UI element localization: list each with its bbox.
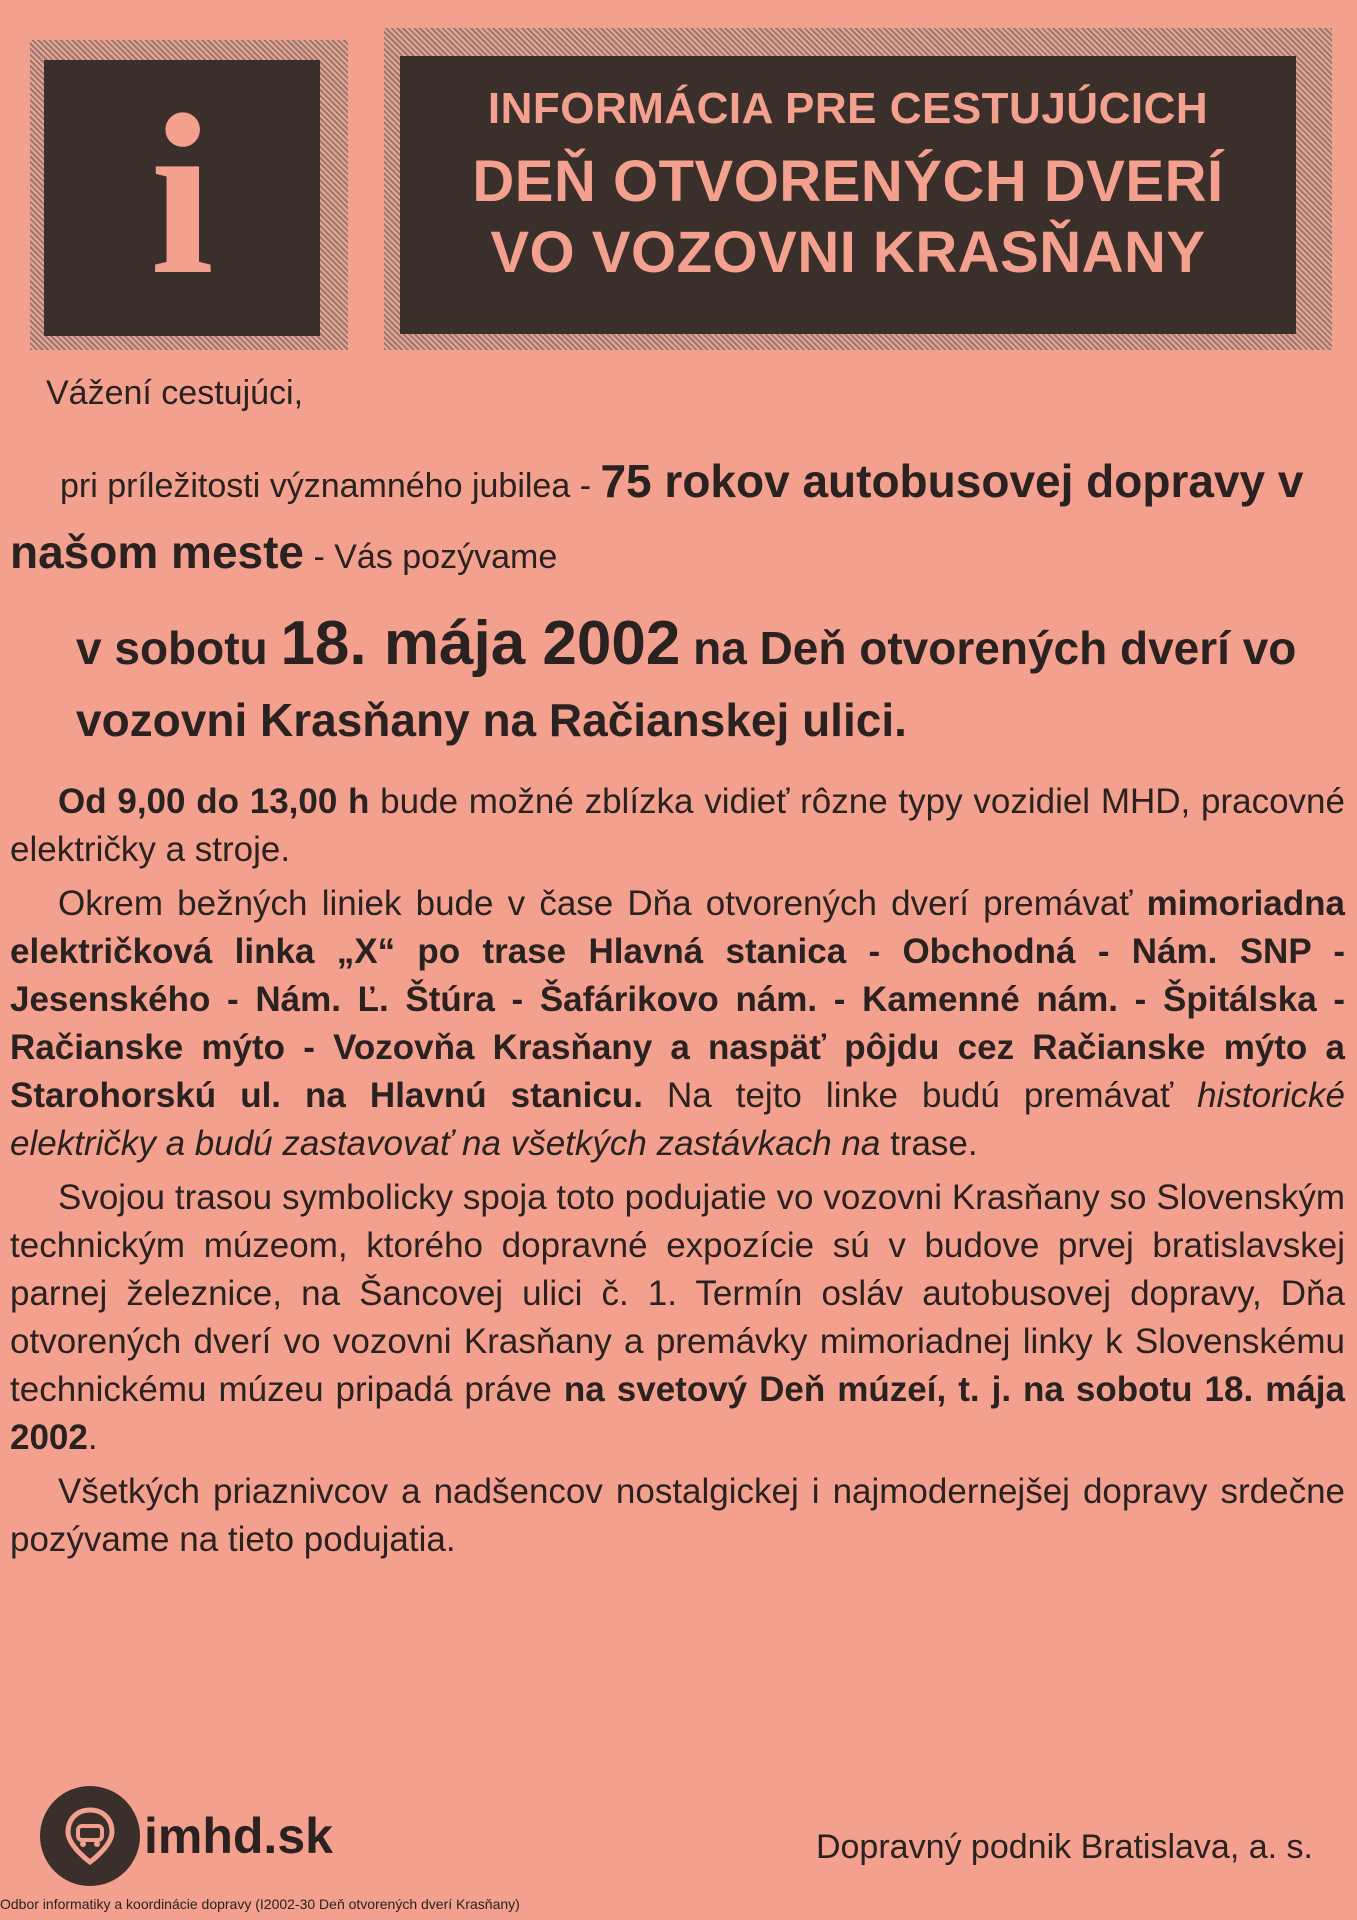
signature: Dopravný podnik Bratislava, a. s. [815,1828,1313,1866]
route-italic: historické električky a budú zastavovať na všetkých zastávkach na [10,1076,1345,1163]
date-part2: na Deň otvorených dverí vo vozovni Krasňany na Račianskej ulici. [76,622,1297,746]
route-part2: Na tejto linke budú premávať [642,1076,1198,1115]
paragraph-invite: Všetkých priaznivcov a nadšencov nostalgickej i najmodernejšej dopravy srdečne pozývame na tieto podujatia. [10,1472,1345,1559]
imhd-logo [40,1786,333,1886]
title-box [400,56,1296,334]
tram-icon [40,1786,140,1886]
paragraph-hours [10,778,1345,874]
paragraph-route [10,880,1345,1168]
info-icon: i [150,67,214,322]
info-box [44,60,320,336]
museum-text: Svojou trasou symbolicky spoja toto podujatie vo vozovni Krasňany so Slovenským technickým múzeom, ktorého dopravné expozície sú v budove prvej bratislavskej parnej železnice, na Šancovej ulici č. 1. Termín osláv autobusovej dopravy, Dňa otvorených dverí vo vozovni Krasňany a premávky mimoriadnej linky k Slovenskému technickému múzeu pripadá práve [10,1178,1345,1409]
title-line-2: DEŇ OTVORENÝCH DVERÍ [472,149,1224,214]
museum-end: . [87,1418,98,1457]
hours-rest: bude možné zblízka vidieť rôzne typy vozidiel MHD, pracovné električky a stroje. [10,782,1345,869]
title-line-3: VO VOZOVNI KRASŇANY [490,220,1206,285]
route-part3: trase. [880,1124,978,1163]
intro-part1: pri príležitosti významného jubilea - [60,467,601,505]
intro-part2: - Vás pozývame [304,538,558,576]
body-text [10,778,1345,1564]
route-bold: mimoriadna električková linka „X“ po trase Hlavná stanica - Obchodná - Nám. SNP - Jesenského - Nám. Ľ. Štúra - Šafárikovo nám. - Kamenné nám. - Špitálska - Račianske mýto - Vozovňa Krasňany a naspäť pôjdu cez Račianske mýto a Starohorskú ul. na Hlavnú stanicu. [10,884,1345,1115]
museum-bold: na svetový Deň múzeí, t. j. na sobotu 18. mája 2002 [10,1370,1346,1457]
title-line-1: INFORMÁCIA PRE CESTUJÚCICH [487,84,1209,133]
hours: Od 9,00 do 13,00 h [58,782,370,821]
logo-text: imhd.sk [144,1808,333,1864]
route-part1: Okrem bežných liniek bude v čase Dňa otvorených dverí premávať [58,884,1147,923]
date-part1: v sobotu [76,622,281,674]
paragraph-museum [10,1174,1345,1462]
footer-note: Odbor informatiky a koordinácie dopravy (I2002-30 Deň otvorených dverí Krasňany) [0,1896,520,1912]
greeting: Vážení cestujúci, [46,374,304,412]
date-big: 18. mája 2002 [280,609,681,678]
date-line [76,608,1326,756]
intro-paragraph [10,448,1345,590]
intro-bold: 75 rokov autobusovej dopravy v našom meste [10,455,1304,578]
